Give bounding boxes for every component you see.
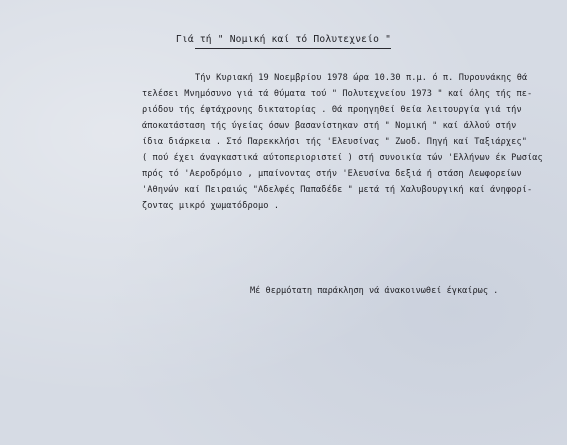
body-line: ριόδου τής έφτάχρονης δικτατορίας . Θά προηγηθεί θεία λειτουργία γιά τήν [142, 105, 522, 115]
body-line: 'Αθηνών καί Πειραιώς "Αδελφές Παπαδέδε " μετά τή Χαλυβουργική καί άνηφορί- [142, 185, 533, 195]
title-underline [195, 48, 391, 49]
body-line: ( πού έχει άναγκαστικά αύτοπεριοριστεί ) στή συνοικία τών 'Ελλήνων έκ Ρωσίας [142, 153, 543, 163]
body-line: Τήν Κυριακή 19 Νοεμβρίου 1978 ώρα 10.30 π.μ. ό π. Πυρουνάκης θά [195, 73, 528, 83]
body-line: άποκατάσταση τής ύγείας όσων βασανίστηκαν στή " Νομική " καί άλλού στήν [142, 121, 517, 131]
body-line: τελέσει Μνημόσυνο γιά τά θύματα τού " Πολυτεχνείου 1973 " καί όλης τής πε- [142, 89, 533, 99]
document-title: Γιά τή " Νομική καί τό Πολυτεχνείο " [175, 34, 392, 45]
body-line: πρός τό 'Αεροδρόμιο , μπαίνοντας στήν 'Ελευσίνα δεξιά ή στάση Λεωφορείων [142, 169, 522, 179]
body-line: ίδια διάρκεια . Στό Παρεκκλήσι τής 'Ελευσίνας " Ζωοδ. Πηγή καί Ταξιάρχες" [142, 137, 527, 147]
body-line: ζοντας μικρό χωματόδρομο . [142, 201, 280, 211]
closing-line: Μέ θερμότατη παράκληση νά άνακοινωθεί έγκαίρως . [250, 286, 499, 296]
